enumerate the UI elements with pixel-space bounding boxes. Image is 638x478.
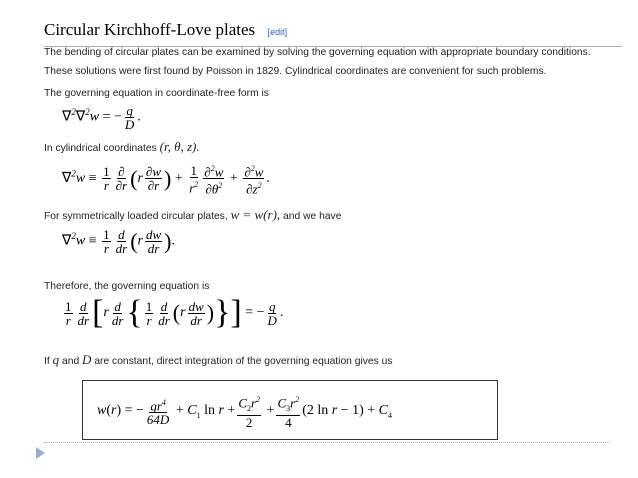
- equation-governing-cylindrical: $\frac{1}{r}$ $\frac{d}{dr}$ [r $\frac{d}{dr}$ { $\frac{1}{r}$ $\frac{d}{dr}$ (r $\frac{dw}{dr}$ )}] = − $\frac{q}{D}$ .: [65, 294, 284, 331]
- cylindrical-intro: In cylindrical coordinates (r, θ, z).: [44, 139, 200, 154]
- intro-line-1: The bending of circular plates can be examined by solving the governing equation with appropriate boundary conditions.: [44, 47, 591, 58]
- equation-laplacian-cylindrical: ∇$^2$w ≡ $\frac{1}{r}$ $\frac{\partial}{\partial r}$ (r $\frac{\partial w}{\partial r}$ ) + $\frac{1}{r^2}$ $\frac{\partial^2w}{\partial\theta^2}$ + $\frac{\partial^2w}{\partial z^2}$ .: [62, 162, 270, 197]
- slide-play-arrow-icon[interactable]: [36, 447, 45, 459]
- equation-laplacian-symmetric: ∇$^2$w ≡ $\frac{1}{r}$ $\frac{d}{dr}$ (r $\frac{dw}{dr}$ ).: [62, 227, 175, 256]
- equation-general-solution: w(r) = − $\frac{qr^4}{64D}$ + $C_1$ ln r + $\frac{C_2r^2}{2}$ + $\frac{C_3r^2}{4}$ (2 $\ln r - 1) + C_4$: [97, 395, 392, 430]
- intro-line-2: These solutions were first found by Poisson in 1829. Cylindrical coordinates are convenient for such problems.: [44, 66, 547, 77]
- cylindrical-coords: (r, θ, z).: [159, 139, 200, 154]
- governing-intro: The governing equation in coordinate-free form is: [44, 88, 269, 99]
- therefore-text: Therefore, the governing equation is: [44, 281, 210, 292]
- divider: [44, 442, 610, 443]
- section-heading: [44, 20, 622, 47]
- solution-box: [82, 380, 498, 440]
- equation-coordinate-free: ∇$^2$∇$^2$w = − $\frac{q}{D}$ .: [62, 103, 141, 132]
- integration-intro: If q and D are constant, direct integration of the governing equation gives us: [44, 352, 393, 367]
- symmetric-intro: For symmetrically loaded circular plates, w = w(r), and we have: [44, 207, 342, 222]
- section-title: Circular Kirchhoff-Love plates: [44, 20, 256, 39]
- symmetric-math: w = w(r),: [230, 207, 281, 222]
- edit-link[interactable]: [edit]: [267, 27, 288, 37]
